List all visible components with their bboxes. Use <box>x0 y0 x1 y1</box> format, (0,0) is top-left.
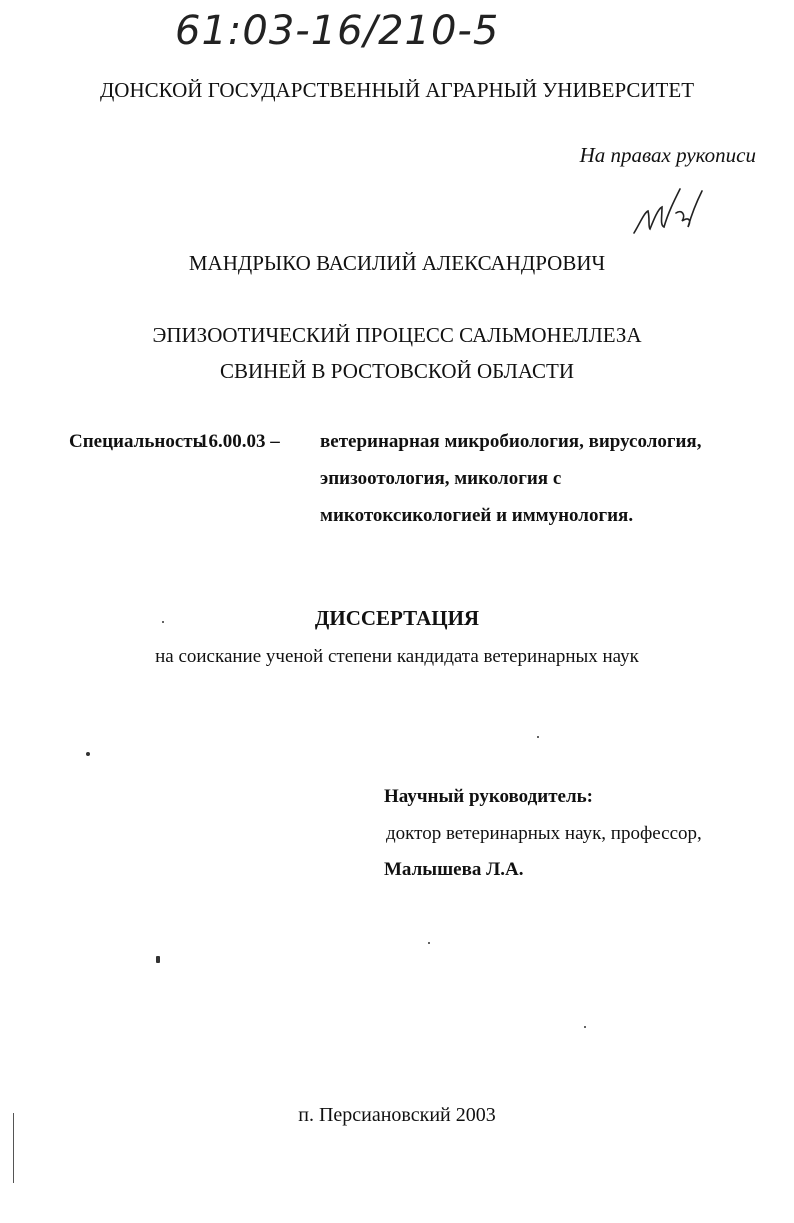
specialty-line-2: эпизоотология, микология с <box>320 468 562 489</box>
supervisor-name: Малышева Л.А. <box>384 859 524 880</box>
handwritten-catalog-code: 61:03-16/210-5 <box>175 8 500 54</box>
dissertation-heading: ДИССЕРТАЦИЯ <box>314 606 480 630</box>
thesis-title-line-1: ЭПИЗООТИЧЕСКИЙ ПРОЦЕСС САЛЬМОНЕЛЛЕЗА <box>152 323 642 347</box>
specialty-line-1: ветеринарная микробиология, вирусология, <box>320 431 702 452</box>
scan-speck <box>86 752 90 756</box>
specialty-line-3: микотоксикологией и иммунология. <box>320 505 634 526</box>
thesis-title-line-2: СВИНЕЙ В РОСТОВСКОЙ ОБЛАСТИ <box>219 359 575 383</box>
supervisor-rank: доктор ветеринарных наук, профессор, <box>386 823 702 844</box>
author-name: МАНДРЫКО ВАСИЛИЙ АЛЕКСАНДРОВИЧ <box>188 251 606 275</box>
scan-speck <box>428 942 430 944</box>
scan-edge-line <box>13 1113 14 1183</box>
manuscript-rights-note: На правах рукописи <box>579 143 756 167</box>
scan-speck <box>537 736 539 738</box>
scan-speck <box>584 1026 586 1028</box>
scan-speck <box>156 956 160 963</box>
signature-mark <box>630 183 710 241</box>
scan-speck <box>162 621 164 623</box>
specialty-label: Специальность <box>69 431 203 452</box>
specialty-code: 16.00.03 – <box>199 431 280 452</box>
university-name: ДОНСКОЙ ГОСУДАРСТВЕННЫЙ АГРАРНЫЙ УНИВЕРСИТЕТ <box>99 78 695 102</box>
place-and-year: п. Персиановский 2003 <box>298 1104 496 1126</box>
degree-line: на соискание ученой степени кандидата ветеринарных наук <box>155 646 639 667</box>
supervisor-label: Научный руководитель: <box>384 786 593 807</box>
